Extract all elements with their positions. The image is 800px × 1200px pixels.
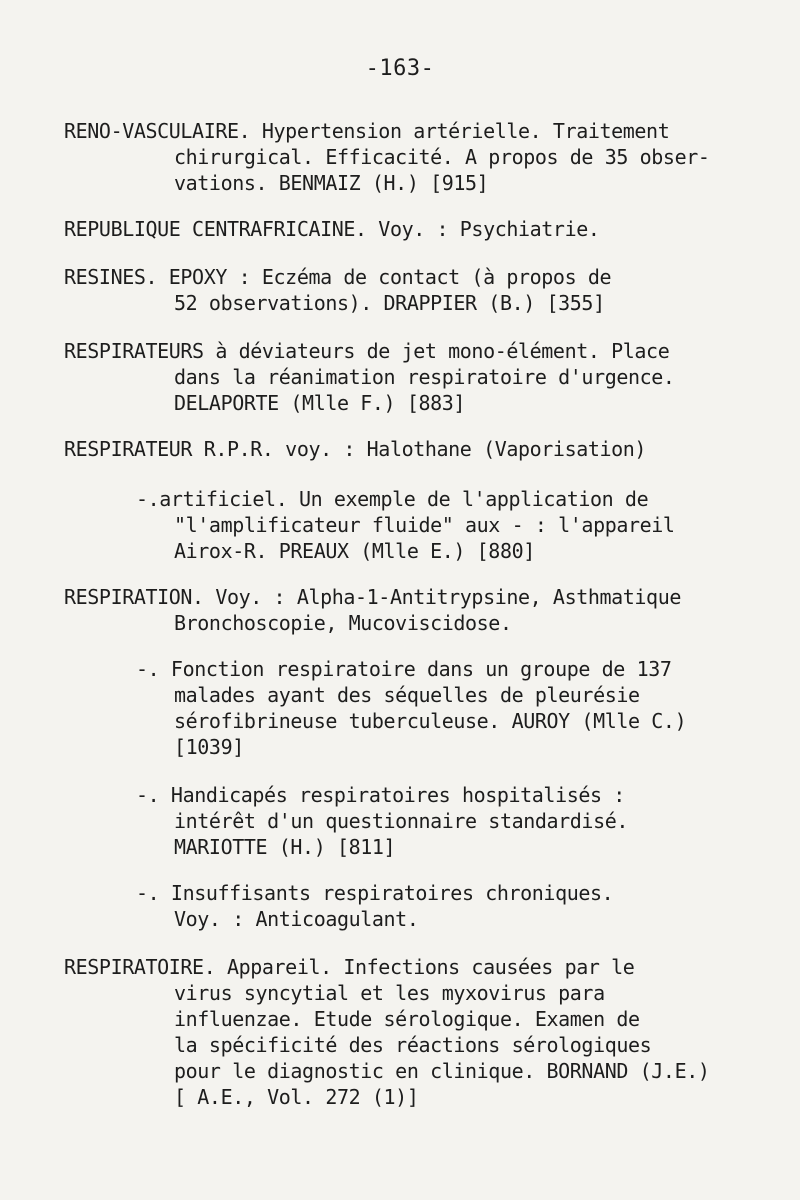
entry-respiratoire-line-4: la spécificité des réactions sérologiques <box>174 1033 652 1057</box>
subentry-insuffisants-line-1: -. Insuffisants respiratoires chroniques. <box>136 881 614 905</box>
subentry-handicapes-line-1: -. Handicapés respiratoires hospitalisés : <box>136 783 625 807</box>
entry-reno-vasculaire-line-1: RENO-VASCULAIRE. Hypertension artérielle. Traitement <box>64 119 670 143</box>
subentry-insuffisants-line-2: Voy. : Anticoagulant. <box>174 907 419 931</box>
subentry-fonction-line-3: sérofibrineuse tuberculeuse. AUROY (Mlle C.) <box>174 709 687 733</box>
subentry-fonction-line-2: malades ayant des séquelles de pleurésie <box>174 683 640 707</box>
entry-respirateur-rpr-line-1: RESPIRATEUR R.P.R. voy. : Halothane (Vaporisation) <box>64 437 647 461</box>
entry-respiratoire-line-1: RESPIRATOIRE. Appareil. Infections causées par le <box>64 955 635 979</box>
subentry-handicapes-line-2: intérêt d'un questionnaire standardisé. <box>174 809 628 833</box>
entry-respirateurs-line-2: dans la réanimation respiratoire d'urgence. <box>174 365 675 389</box>
subentry-fonction-line-4: [1039] <box>174 735 244 759</box>
entry-respiratoire-line-6: [ A.E., Vol. 272 (1)] <box>174 1085 419 1109</box>
entry-respiration-line-2: Bronchoscopie, Mucoviscidose. <box>174 611 512 635</box>
entry-respiratoire-line-5: pour le diagnostic en clinique. BORNAND (J.E.) <box>174 1059 710 1083</box>
subentry-artificiel-line-1: -.artificiel. Un exemple de l'application de <box>136 487 649 511</box>
entry-respiratoire-line-2: virus syncytial et les myxovirus para <box>174 981 605 1005</box>
entry-respirateurs-line-3: DELAPORTE (Mlle F.) [883] <box>174 391 466 415</box>
subentry-artificiel-line-2: "l'amplificateur fluide" aux - : l'appareil <box>174 513 675 537</box>
subentry-artificiel-line-3: Airox-R. PREAUX (Mlle E.) [880] <box>174 539 535 563</box>
entry-republique-line-1: REPUBLIQUE CENTRAFRICAINE. Voy. : Psychiatrie. <box>64 217 600 241</box>
entry-respirateurs-line-1: RESPIRATEURS à déviateurs de jet mono-élément. Place <box>64 339 670 363</box>
entry-resines-line-1: RESINES. EPOXY : Eczéma de contact (à propos de <box>64 265 612 289</box>
page-number: -163- <box>365 56 435 81</box>
entry-respiration-line-1: RESPIRATION. Voy. : Alpha-1-Antitrypsine, Asthmatique <box>64 585 681 609</box>
entry-reno-vasculaire-line-2: chirurgical. Efficacité. A propos de 35 obser- <box>174 145 710 169</box>
subentry-handicapes-line-3: MARIOTTE (H.) [811] <box>174 835 396 859</box>
subentry-fonction-line-1: -. Fonction respiratoire dans un groupe de 137 <box>136 657 672 681</box>
entry-reno-vasculaire-line-3: vations. BENMAIZ (H.) [915] <box>174 171 489 195</box>
entry-resines-line-2: 52 observations). DRAPPIER (B.) [355] <box>174 291 605 315</box>
entry-respiratoire-line-3: influenzae. Etude sérologique. Examen de <box>174 1007 640 1031</box>
